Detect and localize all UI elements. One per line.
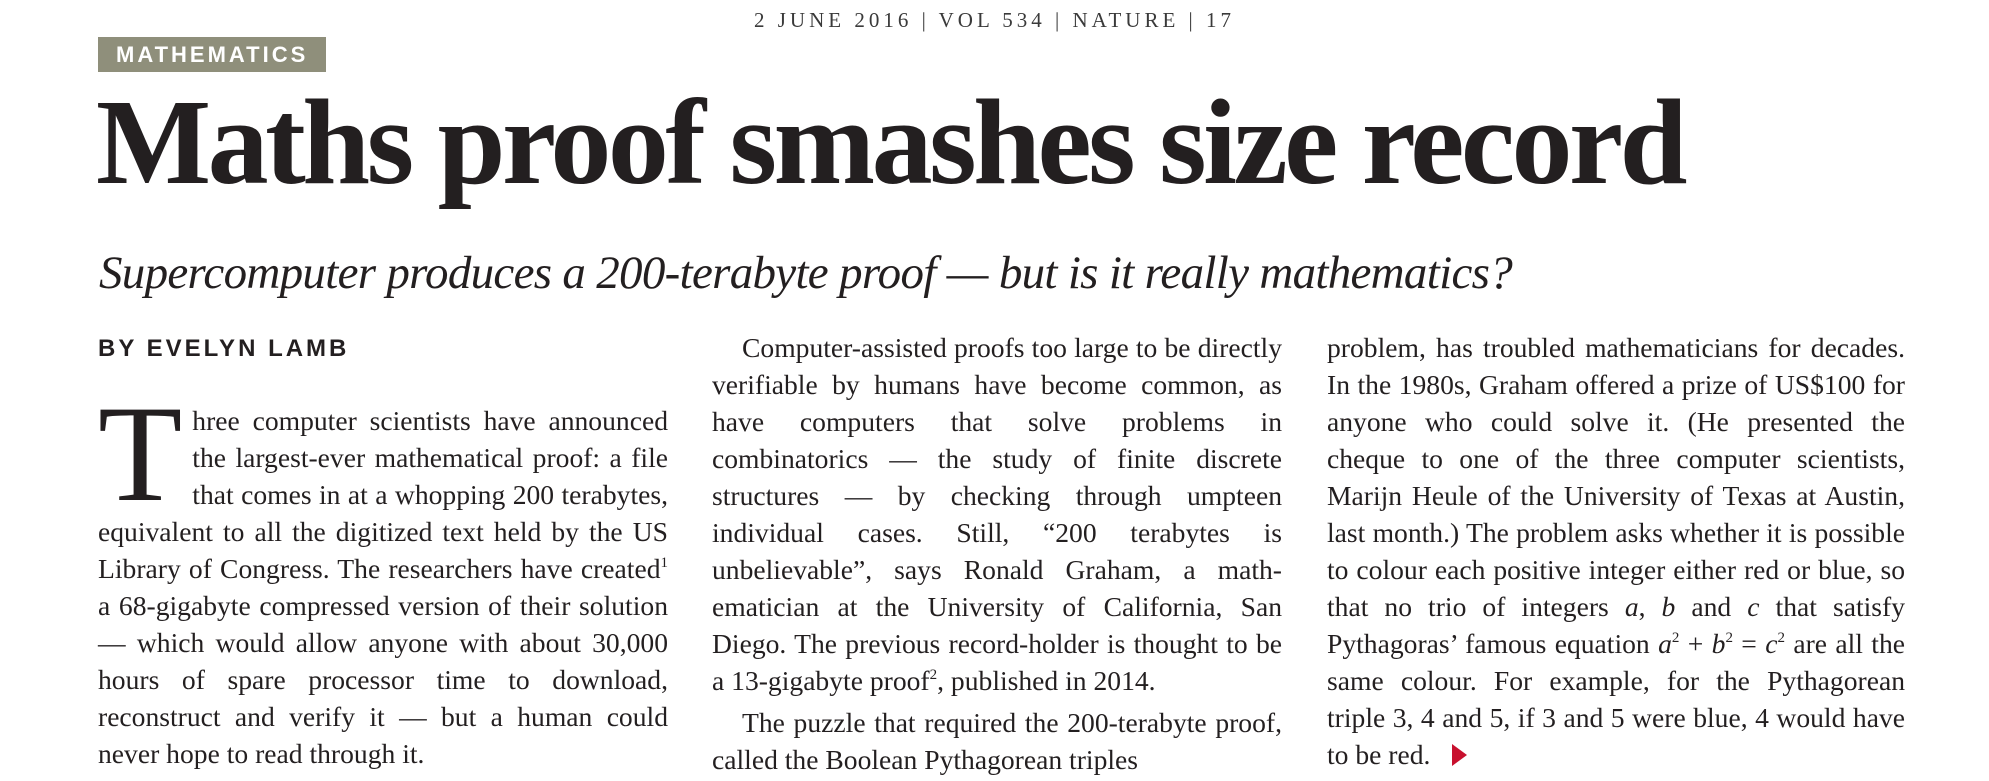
variable-c: c (1747, 591, 1760, 622)
paragraph-text: that satisfy Pythagoras’ famous equation (1327, 591, 1906, 659)
pythagoras-equation (1658, 628, 1785, 659)
equation-exponent: 2 (1777, 630, 1785, 646)
headline: Maths proof smashes size record (96, 75, 1685, 210)
standfirst: Supercomputer produces a 200-terabyte proof — but is it really mathematics? (99, 247, 1512, 299)
column-3 (1327, 329, 1905, 773)
equation-plus: + (1679, 628, 1712, 659)
column-2 (712, 329, 1282, 778)
section-tag: MATHEMATICS (98, 37, 326, 72)
paragraph-text: , (1638, 591, 1662, 622)
paragraph-puzzle-continued (1327, 329, 1905, 773)
paragraph-text: are all the same colour. For example, for the Pythagorean triple 3, 4 and 5, if 3 and 5 were blue, 4 would have to be red. (1327, 628, 1906, 770)
variable-b: b (1661, 591, 1676, 622)
paragraph-text: and (1675, 591, 1748, 622)
paragraph-text: , published in 2014. (937, 665, 1156, 696)
paragraph-intro (98, 377, 668, 772)
reference-marker-2[interactable]: 2 (929, 667, 938, 683)
equation-equals: = (1732, 628, 1766, 659)
equation-c: c (1765, 628, 1778, 659)
drop-cap: T (98, 377, 183, 530)
equation-exponent: 2 (1725, 630, 1733, 646)
paragraph-text: Computer-assisted proofs too large to be directly verifiable by humans have become common, as have computers that solve problems in combinatorics — the study of finite discrete structures — by checking through umpteen individual cases. Still, “200 terabytes is unbelievable”, says Ronald Graham, a mathematician at the University of California, San Diego. The previous record-holder is thought to be a 13-gigabyte proof (712, 332, 1282, 696)
page-folio: 2 JUNE 2016 | VOL 534 | NATURE | 17 (753, 8, 1236, 32)
equation-exponent: 2 (1671, 630, 1680, 646)
byline: BY EVELYN LAMB (98, 335, 350, 362)
paragraph-computer-proofs (712, 329, 1282, 699)
paragraph-text: a 68-gigabyte compressed version of their solution — which would allow anyone with about 30,000 hours of spare processor time to download, reconstruct and verify it — but a human could never hope to read through it. (98, 590, 668, 769)
continue-arrow-icon[interactable] (1452, 744, 1467, 766)
paragraph-text: hree computer scientists have announced the largest-ever mathematical proof: a file that comes in at a whopping 200 terabytes, equivalent to all the digitized text held by the US Library of Congress. The researchers have created (98, 405, 668, 584)
equation-b: b (1711, 628, 1726, 659)
variable-a: a (1624, 591, 1639, 622)
reference-marker-1[interactable]: 1 (660, 555, 668, 571)
column-1 (98, 377, 668, 772)
paragraph-text: problem, has troubled mathematicians for decades. In the 1980s, Graham offered a prize of US$100 for anyone who could solve it. (He presented the cheque to one of the three computer scientists, Marijn Heule of the University of Texas at Austin, last month.) The problem asks whether it is possible to colour each positive integer either red or blue, so that no trio of integers (1327, 332, 1905, 622)
paragraph-puzzle (712, 704, 1282, 778)
equation-a: a (1658, 628, 1672, 659)
paragraph-text: The puzzle that required the 200-terabyte proof, called the Boolean Pythagorean triples (712, 707, 1282, 775)
